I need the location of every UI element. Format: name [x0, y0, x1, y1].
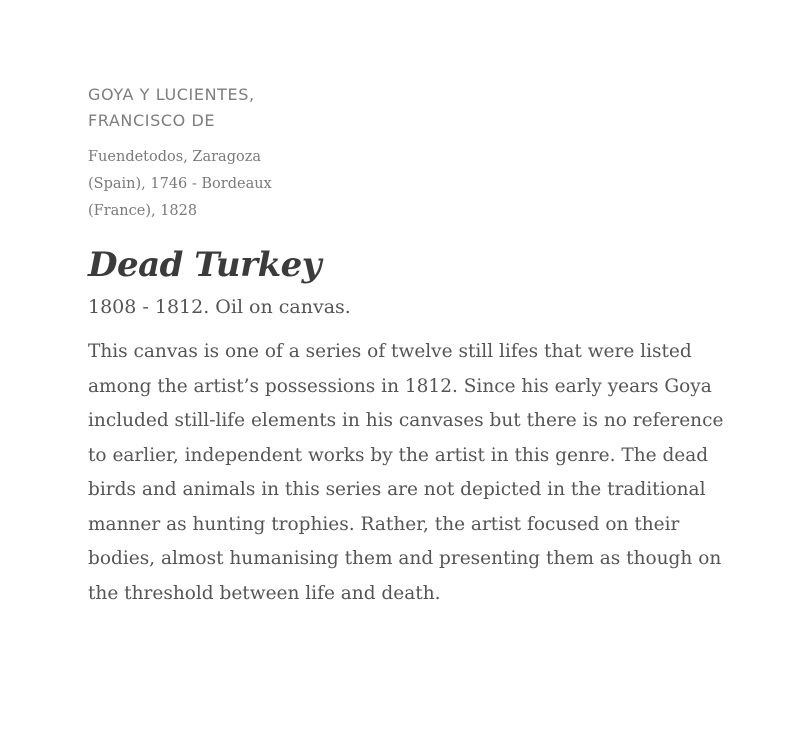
artist-name: GOYA Y LUCIENTES, FRANCISCO DE	[88, 85, 255, 130]
work-title: Dead Turkey	[88, 245, 322, 285]
work-date-medium: 1808 - 1812. Oil on canvas.	[88, 296, 351, 318]
artist-origin: Fuendetodos, Zaragoza (Spain), 1746 - Bordeaux (France), 1828	[88, 149, 272, 219]
artwork-card	[88, 82, 728, 611]
work-description: This canvas is one of a series of twelve still lifes that were listed among the artist’s possessions in 1812. Since his early years Goya included still-life elements in his canvases but there is no reference to earlier, independent works by the artist in this genre. The dead birds and animals in this series are not depicted in the traditional manner as hunting trophies. Rather, the artist focused on their bodies, almost humanising them and presenting them as though on the threshold between life and death.	[88, 341, 724, 604]
